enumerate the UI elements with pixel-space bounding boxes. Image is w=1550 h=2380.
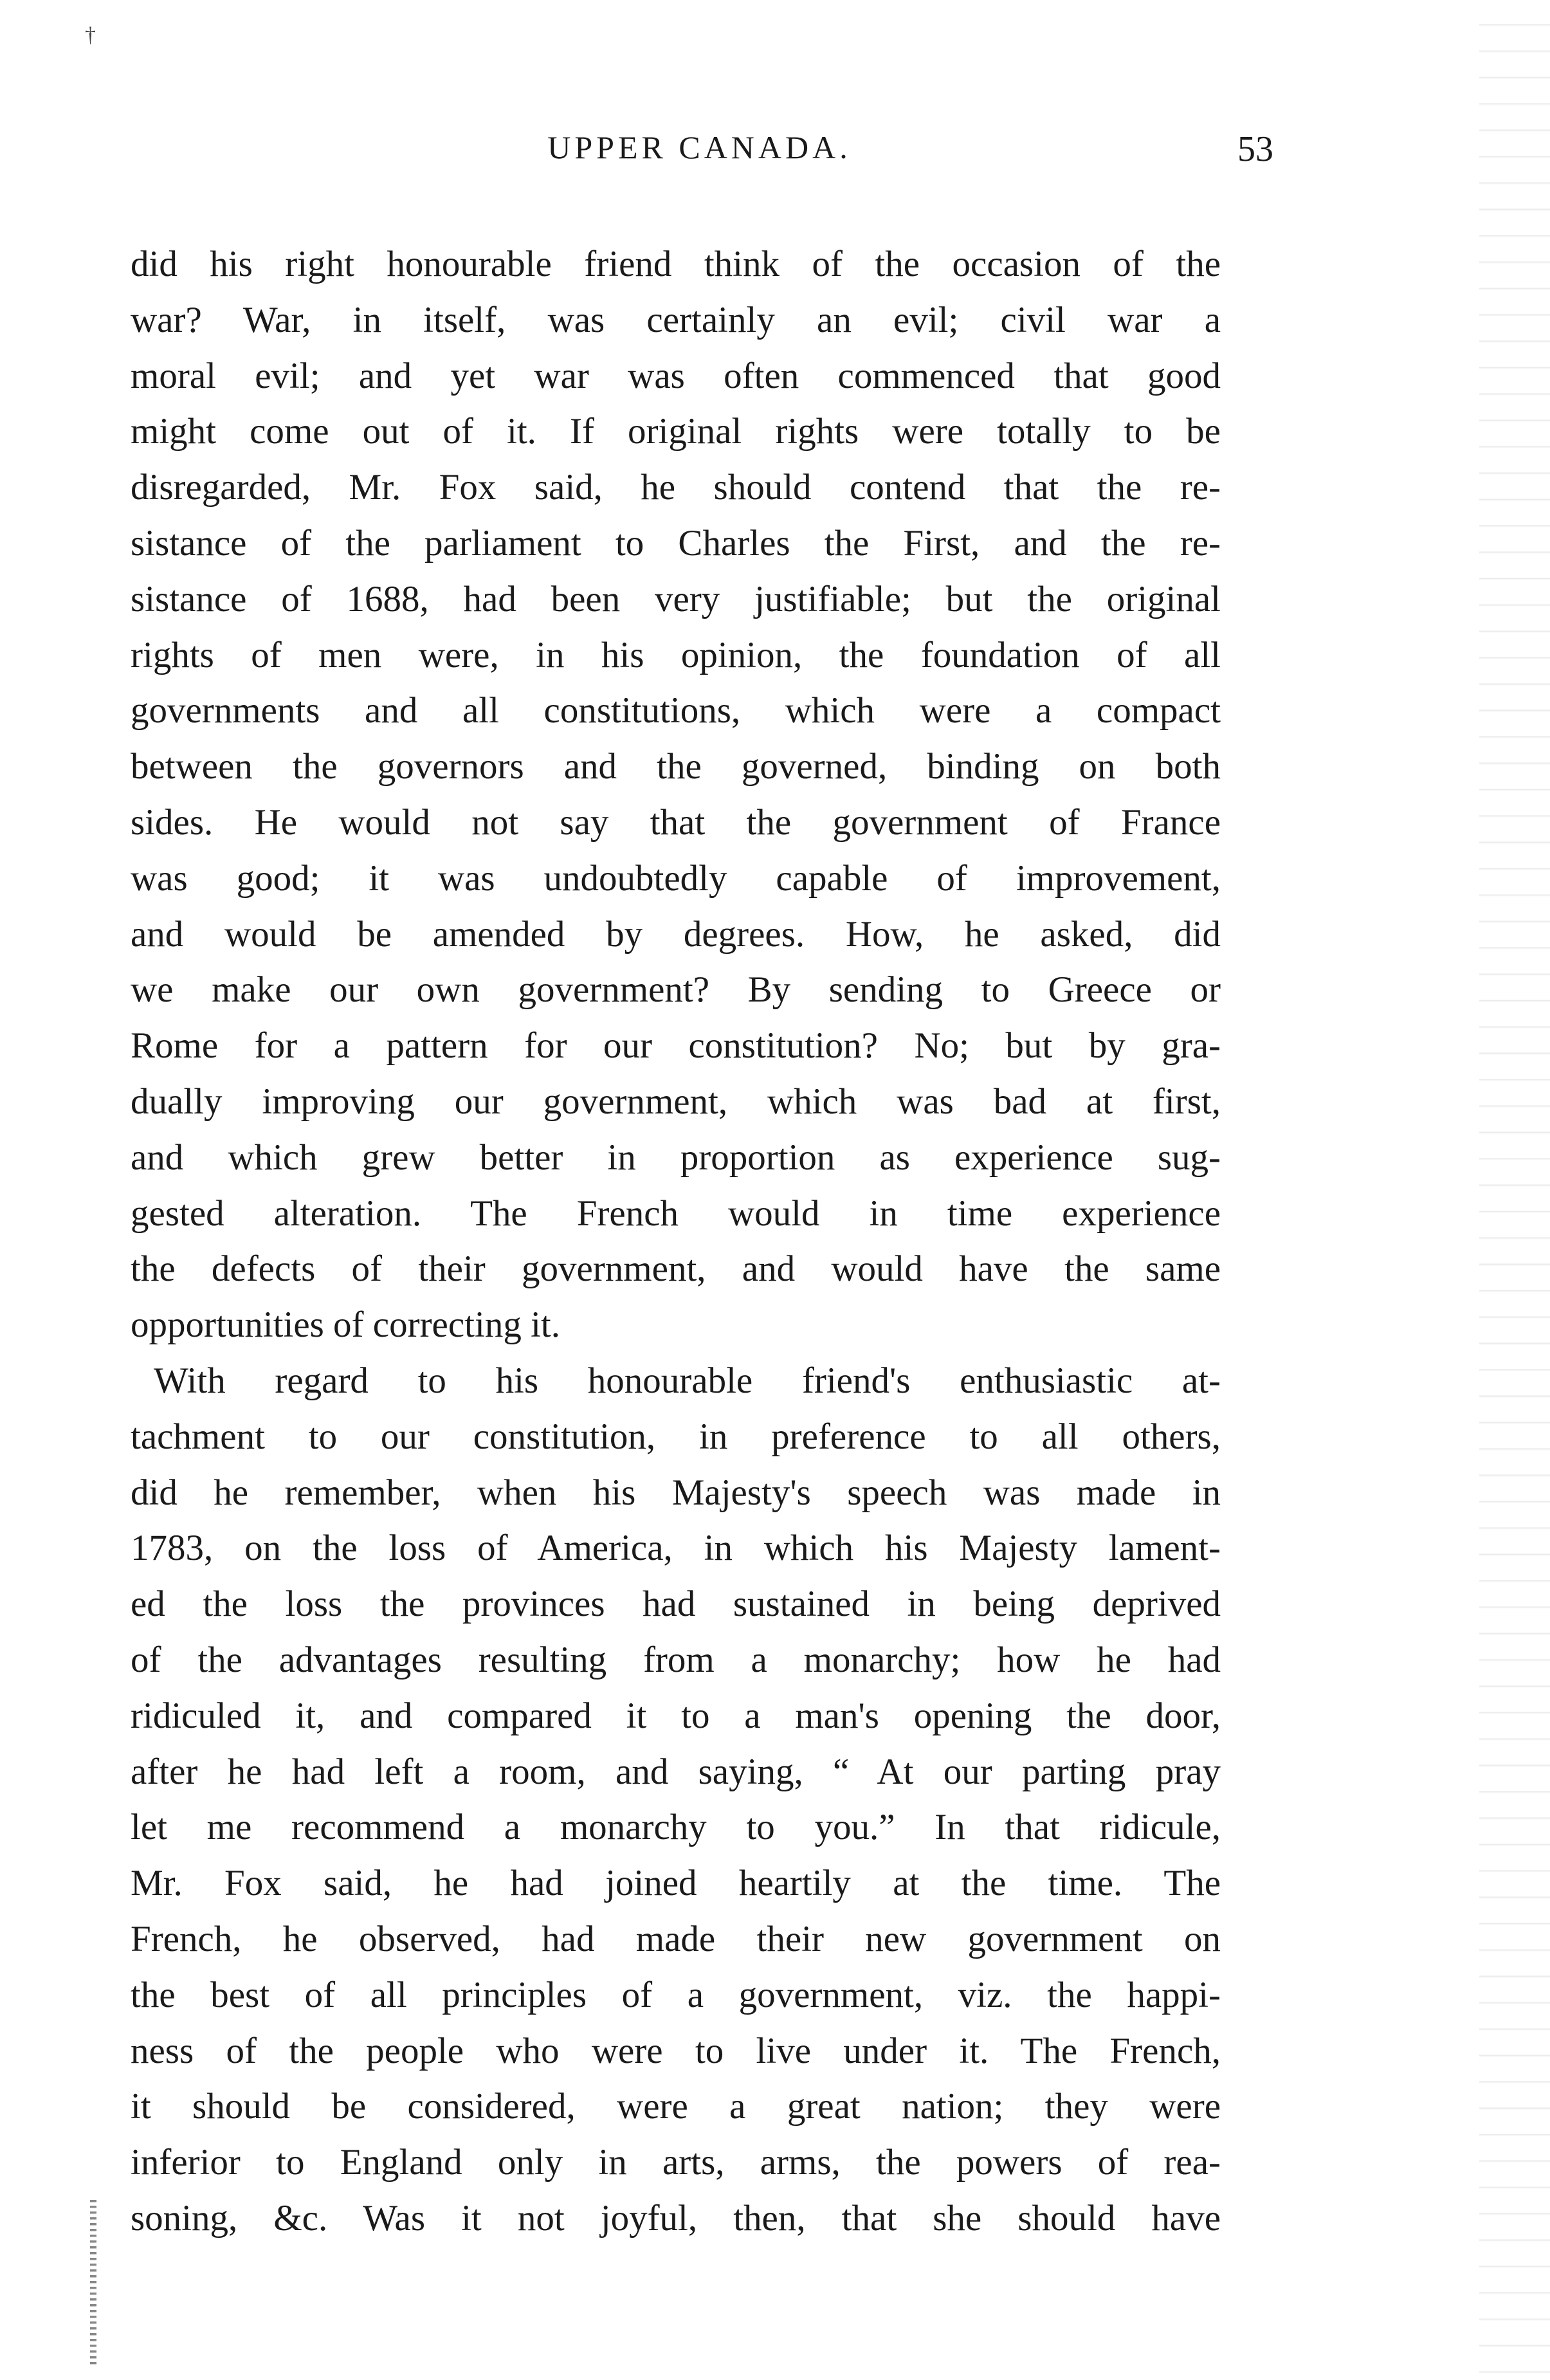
text-line: disregarded, Mr. Fox said, he should contend that the re-	[131, 467, 1221, 508]
text-line: it should be considered, were a great nation; they were	[131, 2086, 1221, 2127]
text-line: soning, &c. Was it not joyful, then, that she should have	[131, 2197, 1221, 2238]
text-line: and which grew better in proportion as experience sug-	[131, 1137, 1221, 1178]
text-line: and would be amended by degrees. How, he asked, did	[131, 913, 1221, 955]
text-line: sides. He would not say that the government of France	[131, 801, 1221, 843]
text-line: governments and all constitutions, which were a compact	[131, 690, 1221, 731]
body-text	[131, 237, 1221, 2247]
text-line: might come out of it. If original rights were totally to be	[131, 411, 1221, 452]
text-line: With regard to his honourable friend's enthusiastic at-	[154, 1360, 1221, 1401]
text-line: French, he observed, had made their new government on	[131, 1918, 1221, 1959]
text-line: let me recommend a monarchy to you.” In that ridicule,	[131, 1807, 1221, 1848]
scan-edge-artifact	[1479, 0, 1550, 2380]
text-line: sistance of the parliament to Charles the First, and the re-	[131, 522, 1221, 563]
page-header	[125, 129, 1273, 180]
text-line: of the advantages resulting from a monarchy; how he had	[131, 1639, 1221, 1680]
text-line: sistance of 1688, had been very justifiable; but the original	[131, 578, 1221, 619]
text-line: did he remember, when his Majesty's speech was made in	[131, 1472, 1221, 1513]
text-line: Rome for a pattern for our constitution? No; but by gra-	[131, 1025, 1221, 1066]
text-line: between the governors and the governed, binding on both	[131, 746, 1221, 787]
text-line: war? War, in itself, was certainly an evil; civil war a	[131, 299, 1221, 340]
text-line: moral evil; and yet war was often commenced that good	[131, 355, 1221, 396]
text-line: was good; it was undoubtedly capable of improvement,	[131, 857, 1221, 899]
text-line: ridiculed it, and compared it to a man's opening the door,	[131, 1695, 1221, 1736]
text-line: we make our own government? By sending to Greece or	[131, 969, 1221, 1011]
text-line: did his right honourable friend think of the occasion of the	[131, 244, 1221, 284]
text-line: the best of all principles of a government, viz. the happi-	[131, 1974, 1221, 2015]
scan-corner-mark: †	[85, 23, 96, 47]
text-line: dually improving our government, which was bad at first,	[131, 1081, 1221, 1122]
text-line: ed the loss the provinces had sustained in being deprived	[131, 1584, 1221, 1625]
text-line: inferior to England only in arts, arms, the powers of rea-	[131, 2142, 1221, 2183]
text-line: the defects of their government, and would have the same	[131, 1249, 1221, 1290]
text-line: opportunities of correcting it.	[131, 1304, 560, 1346]
page-number: 53	[1237, 129, 1273, 169]
text-line: rights of men were, in his opinion, the foundation of all	[131, 634, 1221, 675]
text-line: ness of the people who were to live under it. The French,	[131, 2030, 1221, 2071]
scan-edge-artifact-left	[90, 2200, 96, 2367]
text-line: after he had left a room, and saying, “ At our parting pray	[131, 1751, 1221, 1792]
text-line: 1783, on the loss of America, in which his Majesty lament-	[131, 1528, 1221, 1569]
text-line: gested alteration. The French would in time experience	[131, 1193, 1221, 1234]
running-head: UPPER CANADA.	[547, 129, 852, 165]
text-line: tachment to our constitution, in preference to all others,	[131, 1416, 1221, 1457]
text-line: Mr. Fox said, he had joined heartily at the time. The	[131, 1863, 1221, 1904]
